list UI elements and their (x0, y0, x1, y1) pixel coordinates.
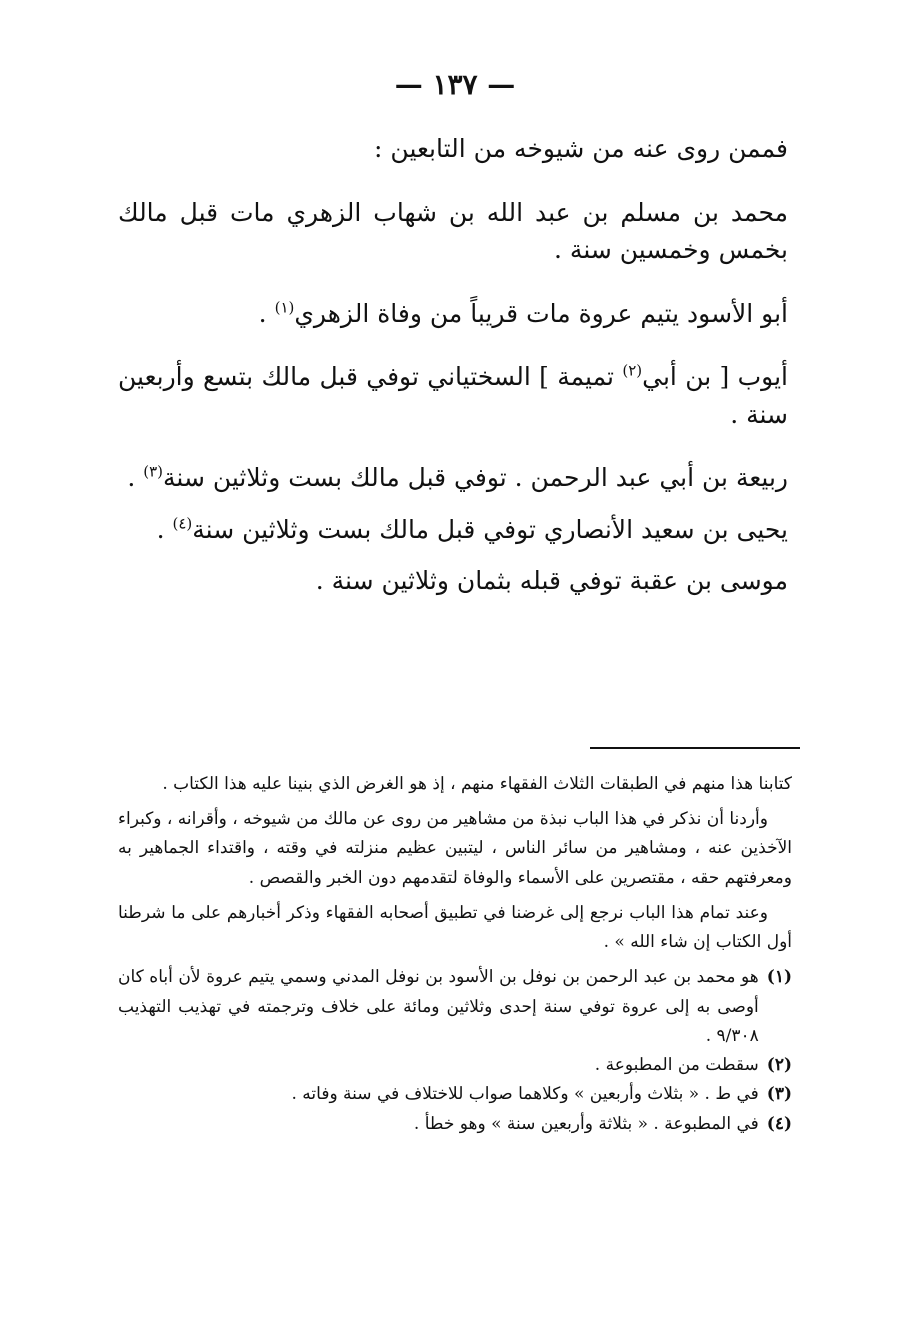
footnote-3 (118, 1080, 792, 1109)
footnote-text: هو محمد بن عبد الرحمن بن نوفل بن الأسود بن نوفل المدني وسمي يتيم عروة لأن أباه كان أوصى به إلى عروة توفي سنة إحدى وثلاثين ومائة على خلاف وترجمته في تهذيب التهذيب ٩/٣٠٨ . (118, 967, 759, 1046)
footnote-number: (٣) (766, 1084, 792, 1105)
footnote-paragraph: كتابنا هذا منهم في الطبقات الثلاث الفقهاء منهم ، إذ هو الغرض الذي بنينا عليه هذا الكتاب . (162, 774, 792, 794)
entry-tail: . (127, 463, 144, 492)
entry-text: يحيى بن سعيد الأنصاري توفي قبل مالك بست وثلاثين سنة (192, 514, 788, 544)
footnote-number: (١) (766, 967, 792, 988)
footnote-separator (590, 747, 800, 749)
footnote-text: سقطت من المطبوعة . (594, 1055, 759, 1076)
footnote-ref-2[interactable]: (٢) (622, 361, 643, 380)
entry-rabia (118, 459, 788, 497)
footnote-4 (118, 1110, 792, 1139)
footnote-paragraph: وأردنا أن نذكر في هذا الباب نبذة من مشاهير من روى عن مالك من شيوخه ، وأقرانه ، وكبراء الآخذين عنه ، ومشاهير من سائر الناس ، ليتبين عظيم منزلته في وقته ، واقتداء الجماهير به ومعرفتهم حقه ، مقتصرين على الأسماء والوفاة لتقدمهم دون الخبر والقصص . (117, 809, 792, 888)
entry-ayyub (118, 358, 788, 433)
footnote-ref-4[interactable]: (٤) (172, 514, 193, 533)
entry-zuhri (118, 194, 788, 269)
entry-yahya (118, 511, 788, 549)
entry-abu-al-aswad (118, 295, 788, 333)
footnote-number: (٤) (766, 1113, 792, 1134)
entry-text: أبو الأسود يتيم عروة مات قريباً من وفاة الزهري (294, 298, 788, 328)
footnote-ref-3[interactable]: (٣) (143, 462, 164, 481)
entry-musa (118, 562, 788, 600)
footnote-1 (118, 963, 792, 1051)
entry-tail: تميمة ] السختياني توفي قبل مالك بتسع وأربعين سنة . (118, 362, 788, 429)
entry-text: محمد بن مسلم بن عبد الله بن شهاب الزهري مات قبل مالك بخمس وخمسين سنة . (118, 197, 788, 264)
page-number: — ١٣٧ — (394, 68, 516, 101)
main-text (118, 130, 788, 626)
entry-text: أيوب [ بن أبي (642, 362, 788, 391)
entry-text: ربيعة بن أبي عبد الرحمن . توفي قبل مالك بست وثلاثين سنة (163, 463, 788, 492)
footnote-paragraph: وعند تمام هذا الباب نرجع إلى غرضنا في تطبيق أصحابه الفقهاء وذكر أخبارهم على ما شرطنا أول الكتاب إن شاء الله » . (118, 902, 792, 953)
footnote-text: في ط . « بثلاث وأربعين » وكلاهما صواب للاختلاف في سنة وفاته . (291, 1084, 759, 1105)
footnote-number: (٢) (766, 1055, 792, 1076)
footnote-text: في المطبوعة . « بثلاثة وأربعين سنة » وهو خطأ . (413, 1113, 759, 1134)
footnotes (118, 770, 792, 1139)
footnote-2 (118, 1051, 792, 1080)
entry-tail: . (156, 514, 173, 544)
entry-text: موسى بن عقبة توفي قبله بثمان وثلاثين سنة . (315, 566, 788, 595)
footnote-ref-1[interactable]: (١) (274, 298, 295, 317)
entry-tail: . (258, 298, 275, 328)
intro-line: فممن روى عنه من شيوخه من التابعين : (374, 134, 788, 163)
